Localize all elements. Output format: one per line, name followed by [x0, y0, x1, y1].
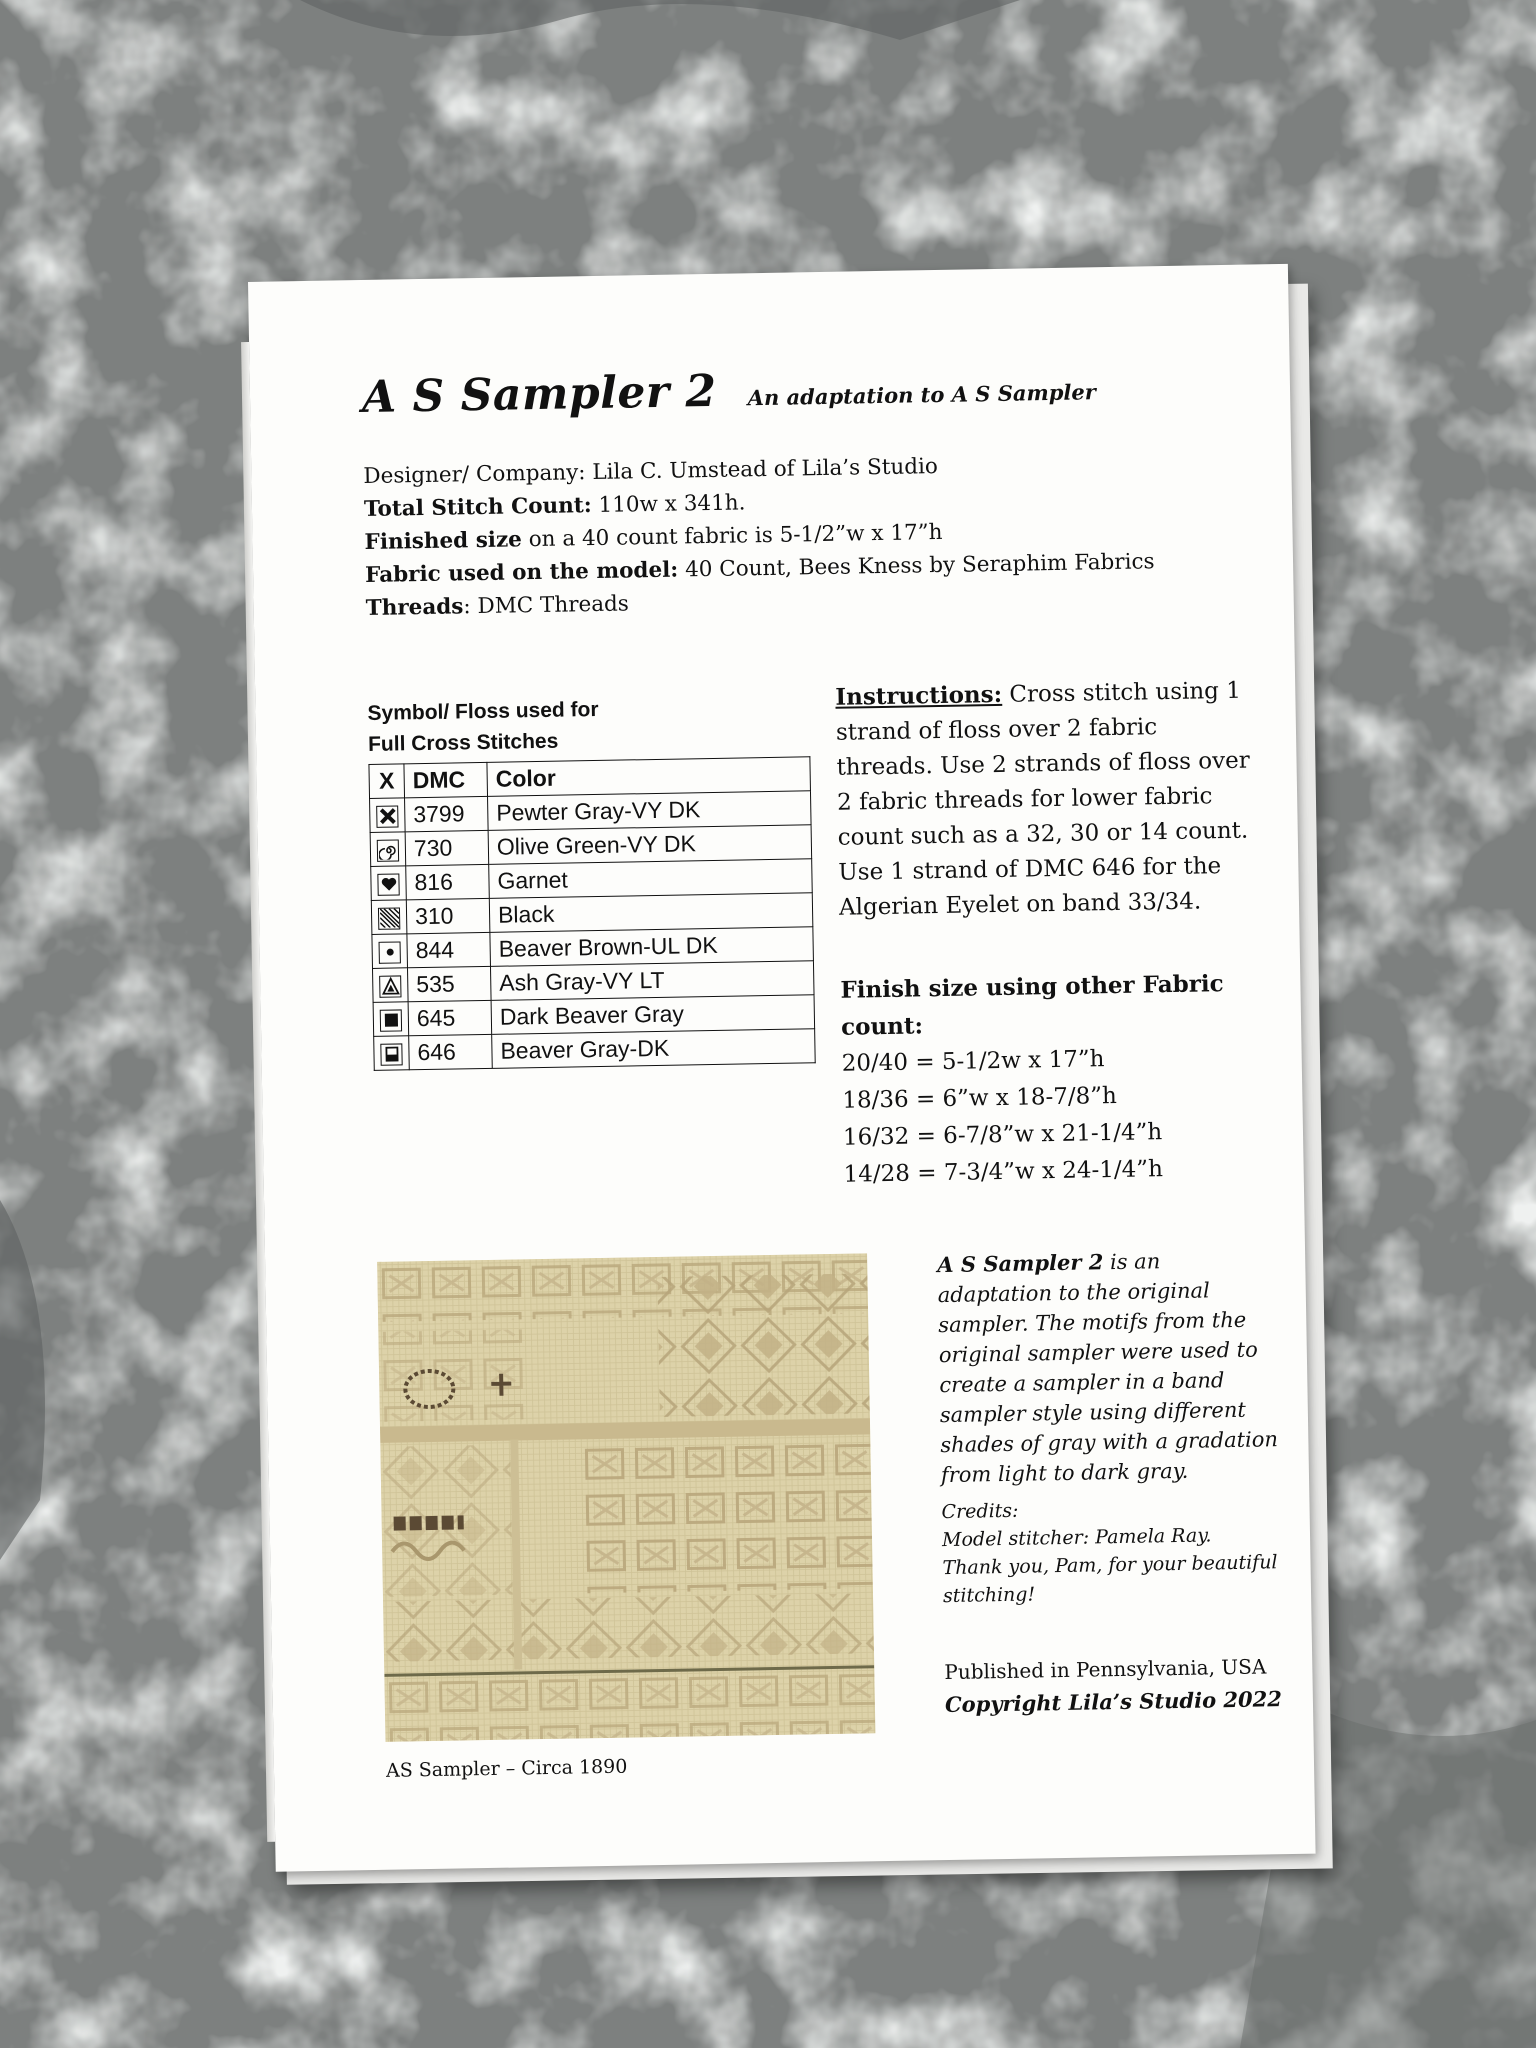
credits-block: [941, 1492, 1283, 1610]
legend-dmc: 730: [405, 830, 489, 865]
legend-dmc: 535: [407, 966, 491, 1001]
legend-color: Pewter Gray-VY DK: [488, 791, 812, 831]
about-body: is an adaptation to the original sampler. The motifs from the original sampler were used to create a sampler in a band sampler style using different shades of gray with a gradation from light to dark gray.: [937, 1249, 1279, 1488]
finish-size-item: 16/32 = 6-7/8”w x 21-1/4”h: [842, 1119, 1163, 1151]
legend-dmc: 310: [406, 898, 490, 933]
pattern-title: A S Sampler 2: [361, 365, 717, 424]
threads-value: : DMC Threads: [463, 591, 630, 620]
finish-size-block: [840, 964, 1264, 1193]
fabric-label: Fabric used on the model:: [364, 557, 679, 588]
credits-label: Credits:: [941, 1499, 1019, 1524]
legend-color: Ash Gray-VY LT: [490, 961, 814, 1001]
photo-caption: AS Sampler – Circa 1890: [385, 1755, 628, 1782]
triangle-icon: [379, 975, 401, 997]
finish-size-item: 14/28 = 7-3/4”w x 24-1/4”h: [843, 1156, 1164, 1188]
sampler-photo-image: [377, 1253, 875, 1741]
finish-size-item: 18/36 = 6”w x 18-7/8”h: [842, 1082, 1118, 1114]
stitch-count-label: Total Stitch Count:: [363, 493, 592, 523]
spiral-icon: [377, 839, 399, 861]
legend-caption-line2: Full Cross Stitches: [367, 729, 559, 756]
designer-value: Lila C. Umstead of Lila’s Studio: [592, 453, 939, 486]
about-block: [937, 1244, 1281, 1490]
threads-label: Threads: [365, 594, 464, 621]
about-title: A S Sampler 2: [937, 1249, 1104, 1278]
diagonal-hatch-icon: [378, 907, 400, 929]
legend-color: Olive Green-VY DK: [488, 825, 812, 865]
pattern-specs: [363, 445, 1226, 625]
instructions-block: [835, 672, 1259, 925]
published-line: Published in Pennsylvania, USA: [944, 1654, 1267, 1685]
legend-color: Beaver Brown-UL DK: [490, 927, 814, 967]
legend-color: Beaver Gray-DK: [492, 1029, 816, 1069]
finished-size-label: Finished size: [364, 527, 523, 556]
legend-dmc: 844: [407, 932, 491, 967]
finish-size-item: 20/40 = 5-1/2w x 17”h: [841, 1046, 1105, 1077]
copyright-line: Copyright Lila’s Studio 2022: [944, 1686, 1283, 1718]
pattern-subtitle: An adaptation to A S Sampler: [747, 379, 1097, 411]
legend-row: [374, 1029, 816, 1071]
legend-caption-line1: Symbol/ Floss used for: [367, 697, 599, 725]
finish-size-heading: Finish size using other Fabric count:: [840, 970, 1224, 1041]
credits-line: Model stitcher: Pamela Ray.: [941, 1524, 1212, 1552]
legend-color: Dark Beaver Gray: [491, 995, 815, 1035]
sampler-photo: [377, 1253, 875, 1741]
legend-dmc: 816: [406, 864, 490, 899]
legend-color: Black: [489, 893, 813, 933]
half-square-icon: [380, 1043, 402, 1065]
legend-header-dmc: DMC: [404, 762, 488, 797]
title-row: [362, 357, 1243, 423]
booklet-page: [248, 264, 1316, 1872]
designer-label: Designer/ Company:: [363, 460, 586, 490]
finished-size-value: on a 40 count fabric is 5-1/2”w x 17”h: [528, 519, 943, 553]
legend-color: Garnet: [489, 859, 813, 899]
heart-icon: [377, 873, 399, 895]
legend-dmc: 646: [409, 1034, 493, 1069]
fabric-value: 40 Count, Bees Kness by Seraphim Fabrics: [684, 549, 1155, 583]
cross-x-icon: [376, 805, 398, 827]
legend-dmc: 645: [408, 1000, 492, 1035]
filled-square-icon: [380, 1009, 402, 1031]
legend-caption: [367, 693, 668, 760]
instructions-body: Cross stitch using 1 strand of floss over 2 fabric threads. Use 2 strands of floss over 2 fabric threads for lower fabric count such as a 32, 30 or 14 count. Use 1 strand of DMC 646 for the Algerian Eyelet on band 33/34.: [835, 677, 1250, 921]
stitch-count-value: 110w x 341h.: [598, 490, 746, 518]
legend-header-symbol: X: [369, 764, 405, 799]
credits-thanks: Thank you, Pam, for your beautiful stitching!: [942, 1551, 1278, 1608]
floss-legend-table: [368, 756, 815, 1071]
dot-icon: [379, 941, 401, 963]
legend-dmc: 3799: [405, 796, 489, 831]
instructions-heading: Instructions:: [835, 680, 1003, 711]
legend-header-color: Color: [487, 757, 811, 797]
